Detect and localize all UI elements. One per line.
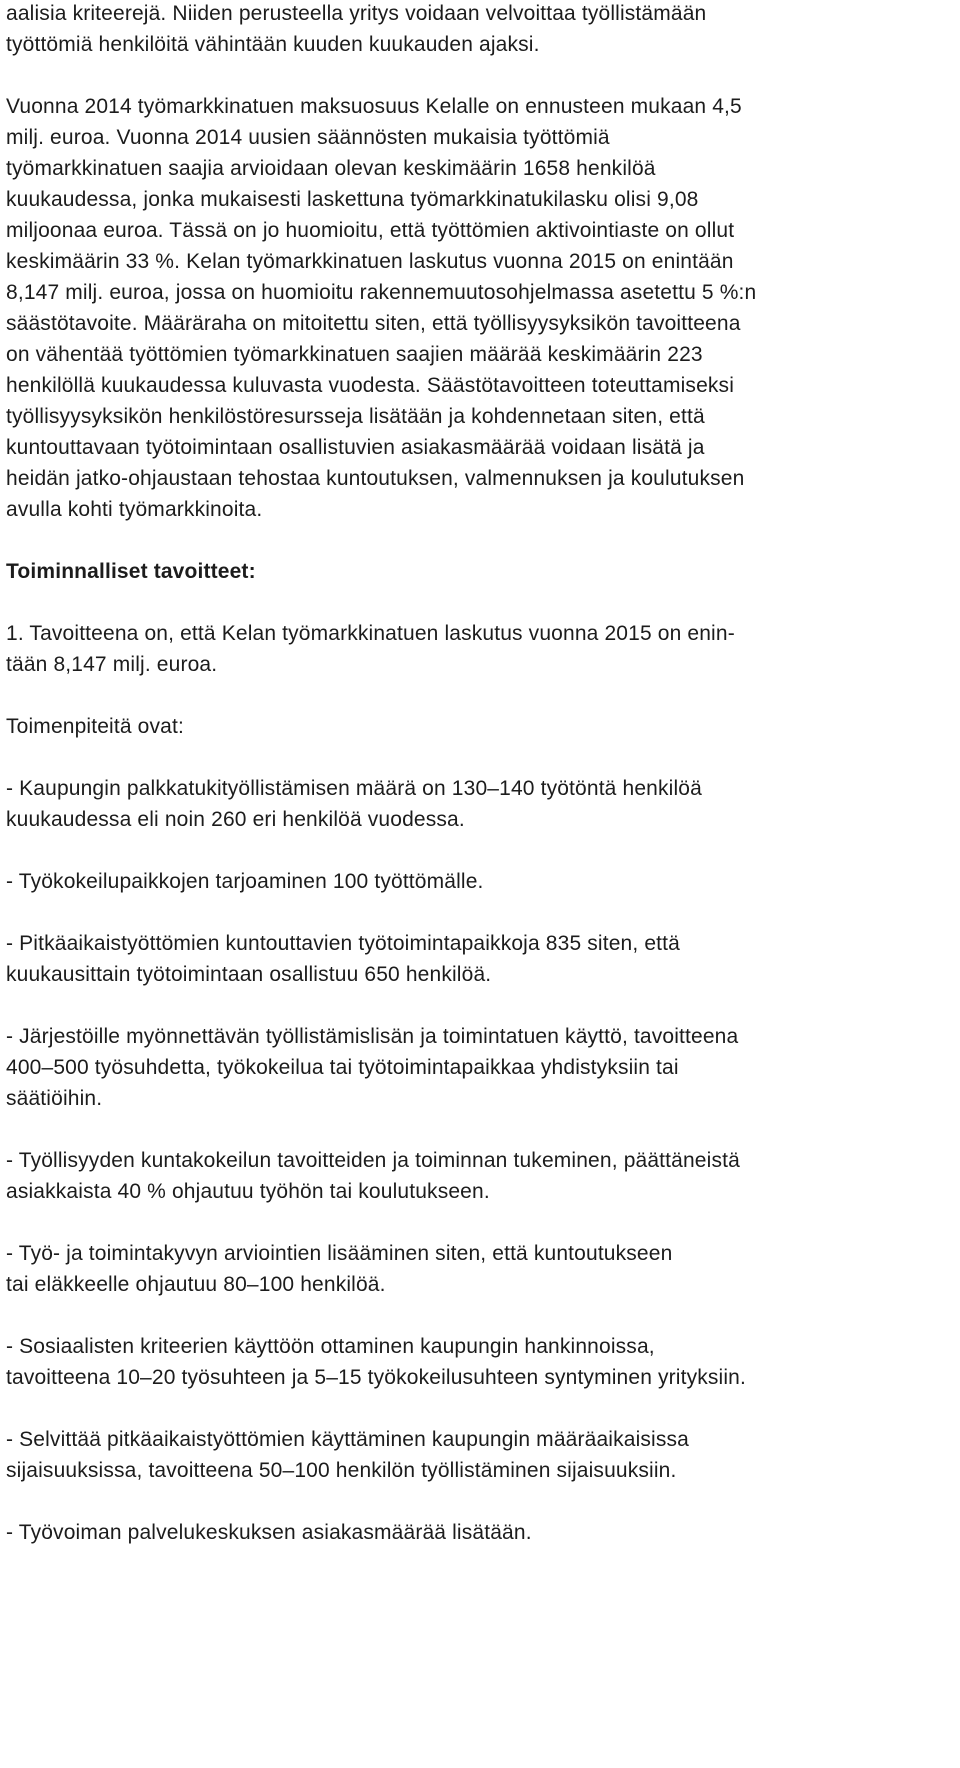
- paragraph-line: työttömiä henkilöitä vähintään kuuden kuukauden ajaksi.: [6, 33, 540, 56]
- measure-line: - Selvittää pitkäaikaistyöttömien käyttäminen kaupungin määräaikaisissa: [6, 1428, 689, 1451]
- measure-line: - Työ- ja toimintakyvyn arviointien lisääminen siten, että kuntoutukseen: [6, 1242, 673, 1265]
- paragraph-line: milj. euroa. Vuonna 2014 uusien säännösten mukaisia työttömiä: [6, 126, 610, 149]
- goal-line: 1. Tavoitteena on, että Kelan työmarkkinatuen laskutus vuonna 2015 on enin-: [6, 622, 735, 645]
- measure-line: - Pitkäaikaistyöttömien kuntouttavien työtoimintapaikkoja 835 siten, että: [6, 932, 680, 955]
- measure-line: tai eläkkeelle ohjautuu 80–100 henkilöä.: [6, 1273, 386, 1296]
- measure-line: tavoitteena 10–20 työsuhteen ja 5–15 työkokeilusuhteen syntyminen yrityksiin.: [6, 1366, 746, 1389]
- measure-line: - Työllisyyden kuntakokeilun tavoitteiden ja toiminnan tukeminen, päättäneistä: [6, 1149, 740, 1172]
- paragraph-line: Vuonna 2014 työmarkkinatuen maksuosuus Kelalle on ennusteen mukaan 4,5: [6, 95, 742, 118]
- measure-line: asiakkaista 40 % ohjautuu työhön tai koulutukseen.: [6, 1180, 490, 1203]
- paragraph-line: keskimäärin 33 %. Kelan työmarkkinatuen laskutus vuonna 2015 on enintään: [6, 250, 734, 273]
- paragraph-line: aalisia kriteerejä. Niiden perusteella yritys voidaan velvoittaa työllistämään: [6, 2, 707, 25]
- measure-line: - Työvoiman palvelukeskuksen asiakasmäärää lisätään.: [6, 1521, 532, 1544]
- paragraph-line: kuukaudessa, jonka mukaisesti laskettuna työmarkkinatukilasku olisi 9,08: [6, 188, 699, 211]
- paragraph-line: miljoonaa euroa. Tässä on jo huomioitu, että työttömien aktivointiaste on ollut: [6, 219, 735, 242]
- paragraph-line: työmarkkinatuen saajia arvioidaan olevan keskimäärin 1658 henkilöä: [6, 157, 656, 180]
- paragraph-line: kuntouttavaan työtoimintaan osallistuvien asiakasmäärää voidaan lisätä ja: [6, 436, 705, 459]
- paragraph-line: on vähentää työttömien työmarkkinatuen saajien määrää keskimäärin 223: [6, 343, 703, 366]
- paragraph-line: työllisyysyksikön henkilöstöresursseja lisätään ja kohdennetaan siten, että: [6, 405, 705, 428]
- goal-line: tään 8,147 milj. euroa.: [6, 653, 218, 676]
- measure-line: säätiöihin.: [6, 1087, 103, 1110]
- measure-line: kuukausittain työtoimintaan osallistuu 650 henkilöä.: [6, 963, 492, 986]
- measure-line: - Työkokeilupaikkojen tarjoaminen 100 työttömälle.: [6, 870, 484, 893]
- measure-line: - Järjestöille myönnettävän työllistämislisän ja toimintatuen käyttö, tavoitteena: [6, 1025, 739, 1048]
- paragraph-line: heidän jatko-ohjaustaan tehostaa kuntoutuksen, valmennuksen ja koulutuksen: [6, 467, 745, 490]
- section-heading: Toiminnalliset tavoitteet:: [6, 560, 256, 583]
- measure-line: - Kaupungin palkkatukityöllistämisen määrä on 130–140 työtöntä henkilöä: [6, 777, 702, 800]
- measure-line: - Sosiaalisten kriteerien käyttöön ottaminen kaupungin hankinnoissa,: [6, 1335, 655, 1358]
- measures-label: Toimenpiteitä ovat:: [6, 715, 184, 738]
- paragraph-line: säästötavoite. Määräraha on mitoitettu siten, että työllisyysyksikön tavoitteena: [6, 312, 741, 335]
- paragraph-line: 8,147 milj. euroa, jossa on huomioitu rakennemuutosohjelmassa asetettu 5 %:n: [6, 281, 757, 304]
- measure-line: sijaisuuksissa, tavoitteena 50–100 henkilön työllistäminen sijaisuuksiin.: [6, 1459, 677, 1482]
- paragraph-line: henkilöllä kuukaudessa kuluvasta vuodesta. Säästötavoitteen toteuttamiseksi: [6, 374, 735, 397]
- measure-line: kuukaudessa eli noin 260 eri henkilöä vuodessa.: [6, 808, 465, 831]
- paragraph-line: avulla kohti työmarkkinoita.: [6, 498, 263, 521]
- measure-line: 400–500 työsuhdetta, työkokeilua tai työtoimintapaikkaa yhdistyksiin tai: [6, 1056, 679, 1079]
